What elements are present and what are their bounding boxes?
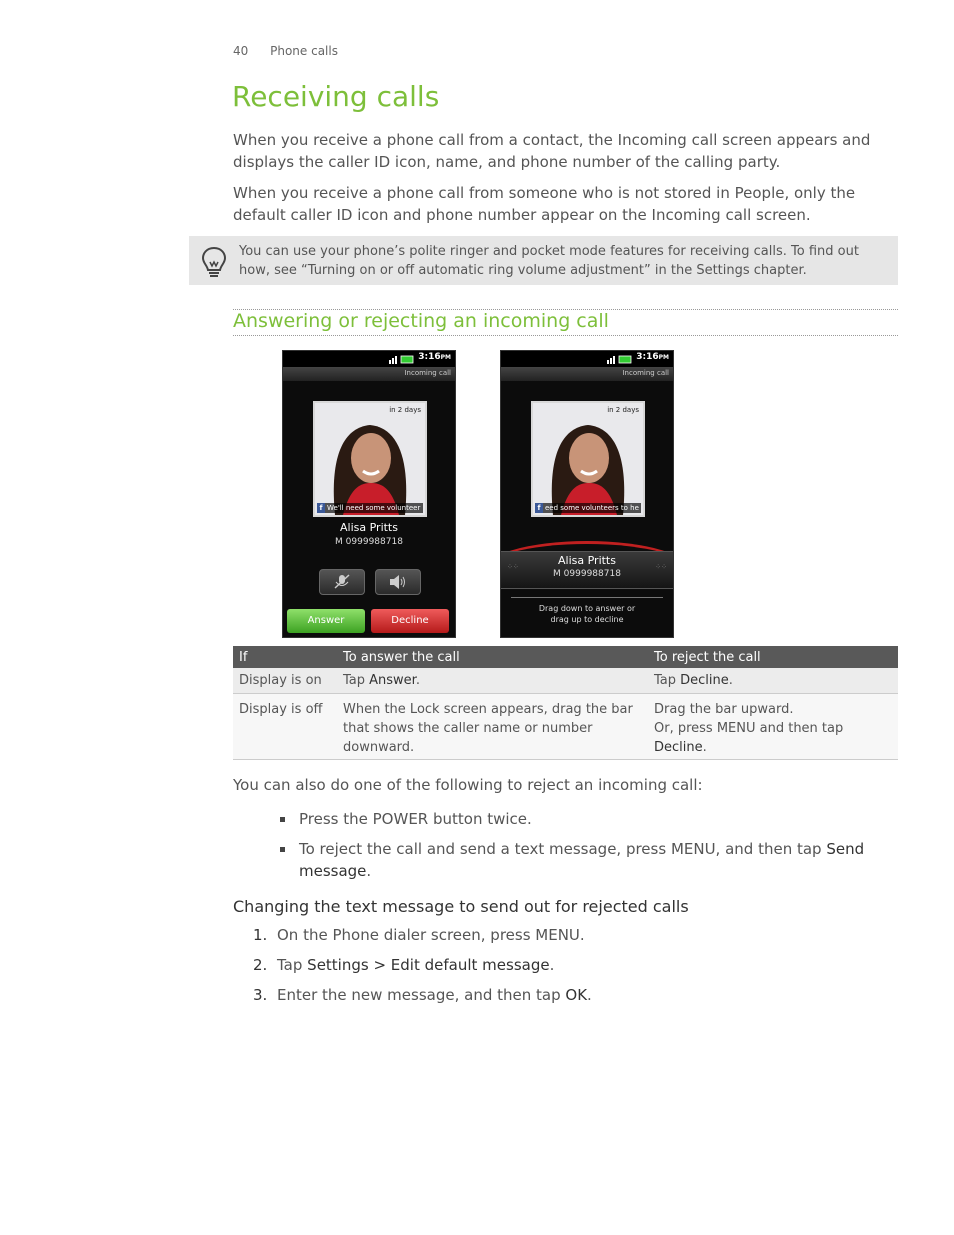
intro-paragraph-2: When you receive a phone call from someone who is not stored in People, only the default caller ID icon and phone number appear on the Incoming call screen. (233, 184, 856, 224)
caller-number: M 0999988718 (335, 537, 403, 547)
intro-paragraph-1: When you receive a phone call from a contact, the Incoming call screen appears and displays the caller ID icon, name, and phone number of the calling party. (233, 131, 871, 171)
section-heading: Answering or rejecting an incoming call (233, 310, 609, 332)
list-item: Press the POWER button twice. (280, 808, 880, 830)
section-name: Phone calls (270, 44, 338, 58)
drag-hint: Drag down to answer or drag up to decline (538, 604, 636, 624)
answer-button[interactable]: Answer (287, 609, 365, 633)
table-header-answer: To answer the call (337, 646, 648, 668)
page-header (233, 44, 356, 58)
cell-answer: When the Lock screen appears, drag the bar that shows the caller name or number downward. (337, 694, 648, 760)
decline-button[interactable]: Decline (371, 609, 449, 633)
tip-box (189, 236, 898, 285)
cell-condition: Display is off (233, 694, 337, 760)
caller-name: Alisa Pritts (340, 521, 398, 534)
cell-reject: Drag the bar upward. Or, press MENU and then tap Decline. (648, 694, 898, 760)
status-clock: 3:16PM (636, 352, 669, 362)
call-action-table (233, 646, 898, 760)
event-when: in 2 days (607, 406, 639, 414)
reject-options-list (280, 808, 880, 890)
tip-text: You can use your phone’s polite ringer and pocket mode features for receiving calls. To find out how, see “Turning on or off automatic ring volume adjustment” in the Settings chapter. (239, 244, 859, 278)
phone-screenshot-lock-screen (500, 350, 674, 638)
event-when: in 2 days (389, 406, 421, 414)
table-header-if: If (233, 646, 337, 668)
cell-condition: Display is on (233, 668, 337, 694)
status-clock: 3:16PM (418, 352, 451, 362)
mute-button[interactable] (319, 569, 365, 595)
list-item: 1. On the Phone dialer screen, press MENU. (253, 926, 585, 944)
screen-title: Incoming call (622, 369, 669, 377)
hint-divider (511, 597, 663, 598)
cell-reject: Tap Decline. (648, 668, 898, 694)
also-paragraph: You can also do one of the following to reject an incoming call: (233, 776, 703, 794)
steps-list (253, 924, 893, 1014)
facebook-icon: f (317, 503, 325, 513)
caller-number: M 0999988718 (553, 569, 621, 579)
mute-mic-icon (333, 574, 351, 590)
caller-portrait-image (533, 403, 643, 515)
table-row (233, 668, 898, 694)
drag-grip-right-icon: ⁘⁘ (655, 563, 667, 571)
speaker-icon (389, 574, 407, 590)
screen-title: Incoming call (404, 369, 451, 377)
facebook-icon: f (535, 503, 543, 513)
caller-portrait-image (315, 403, 425, 515)
cell-answer: Tap Answer. (337, 668, 648, 694)
page-title: Receiving calls (232, 80, 440, 113)
list-item: To reject the call and send a text message, press MENU, and then tap Send message. (280, 838, 880, 882)
table-header-reject: To reject the call (648, 646, 898, 668)
signal-icon (389, 354, 419, 364)
facebook-status: f We'll need some volunteer (317, 503, 423, 513)
signal-icon (607, 354, 637, 364)
caller-photo (531, 401, 645, 517)
page-number: 40 (233, 44, 249, 58)
table-row (233, 694, 898, 760)
speaker-button[interactable] (375, 569, 421, 595)
list-item: 3. Enter the new message, and then tap OK. (253, 986, 592, 1004)
divider-bottom (233, 335, 898, 336)
phone-screenshot-answer-decline (282, 350, 456, 638)
caller-name: Alisa Pritts (558, 554, 616, 567)
list-item: 2. Tap Settings > Edit default message. (253, 956, 555, 974)
drag-grip-left-icon: ⁘⁘ (507, 563, 519, 571)
change-message-heading: Changing the text message to send out for rejected calls (233, 897, 689, 916)
table-header-row (233, 646, 898, 668)
caller-photo (313, 401, 427, 517)
lightbulb-icon (195, 242, 233, 280)
facebook-status: f eed some volunteers to he (535, 503, 641, 513)
